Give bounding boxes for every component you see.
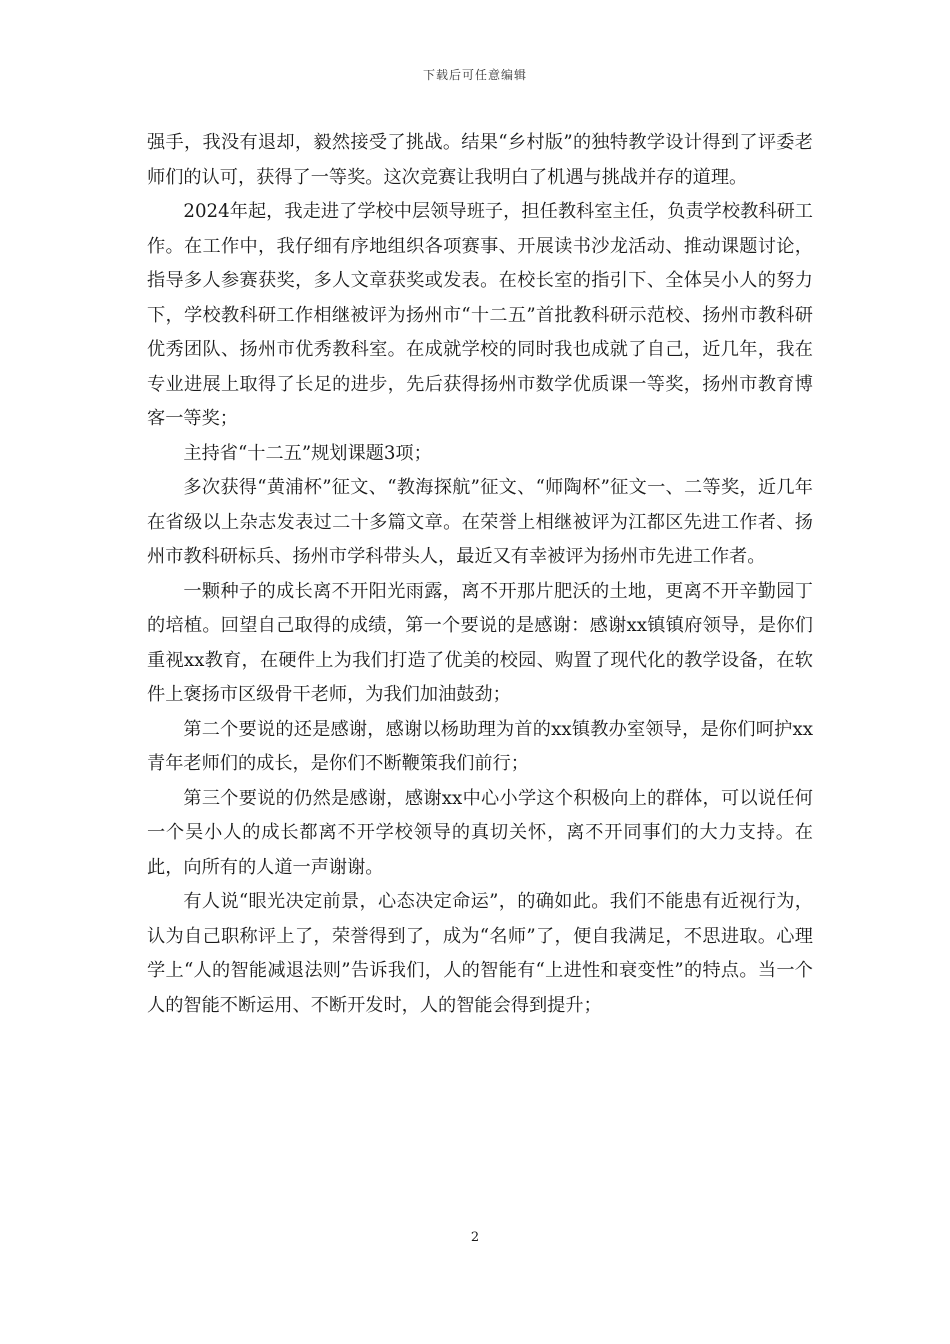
paragraph-3: 主持省“十二五”规划课题3项； — [183, 442, 432, 464]
paragraph-5: 一颗种子的成长离不开阳光雨露，离不开那片肥沃的土地，更离不开辛勤园丁的培植。回望自己取得的成绩，第一个要说的是感谢：感谢xx镇镇府领导，是你们重视xx教育，在硬件上为我们打造了优美的校园、购置了现代化的教学设备，在软件上褒扬市区级骨干老师，为我们加油鼓劲； — [147, 580, 813, 705]
paragraph-7: 第三个要说的仍然是感谢，感谢xx中心小学这个积极向上的群体，可以说任何一个吴小人的成长都离不开学校领导的真切关怀，离不开同事们的大力支持。在此，向所有的人道一声谢谢。 — [147, 787, 813, 878]
paragraph-4: 多次获得“黄浦杯”征文、“教海探航”征文、“师陶杯”征文一、二等奖，近几年在省级以上杂志发表过二十多篇文章。在荣誉上相继被评为江都区先进工作者、扬州市教科研标兵、扬州市学科带头人，最近又有幸被评为扬州市先进工作者。 — [147, 477, 813, 567]
document-body — [147, 126, 813, 1023]
paragraph-1: 强手，我没有退却，毅然接受了挑战。结果“乡村版”的独特教学设计得到了评委老师们的认可，获得了一等奖。这次竞赛让我明白了机遇与挑战并存的道理。 — [147, 132, 813, 188]
paragraph-8: 有人说“眼光决定前景，心态决定命运”，的确如此。我们不能患有近视行为，认为自己职称评上了，荣誉得到了，成为“名师”了，便自我满足，不思进取。心理学上“人的智能减退法则”告诉我们，人的智能有“上进性和衰变性”的特点。当一个人的智能不断运用、不断开发时，人的智能会得到提升； — [147, 891, 813, 1016]
paragraph-6: 第二个要说的还是感谢，感谢以杨助理为首的xx镇教办室领导，是你们呵护xx青年老师们的成长，是你们不断鞭策我们前行； — [147, 718, 813, 774]
page-number: 2 — [470, 1230, 480, 1245]
paragraph-2: 2024年起，我走进了学校中层领导班子，担任教科室主任，负责学校教科研工作。在工作中，我仔细有序地组织各项赛事、开展读书沙龙活动、推动课题讨论，指导多人参赛获奖，多人文章获奖或发表。在校长室的指引下、全体吴小人的努力下，学校教科研工作相继被评为扬州市“十二五”首批教科研示范校、扬州市教科研优秀团队、扬州市优秀教科室。在成就学校的同时我也成就了自己，近几年，我在专业进展上取得了长足的进步，先后获得扬州市数学优质课一等奖，扬州市教育博客一等奖； — [147, 201, 813, 429]
page-header: 下载后可任意编辑 — [422, 68, 527, 82]
